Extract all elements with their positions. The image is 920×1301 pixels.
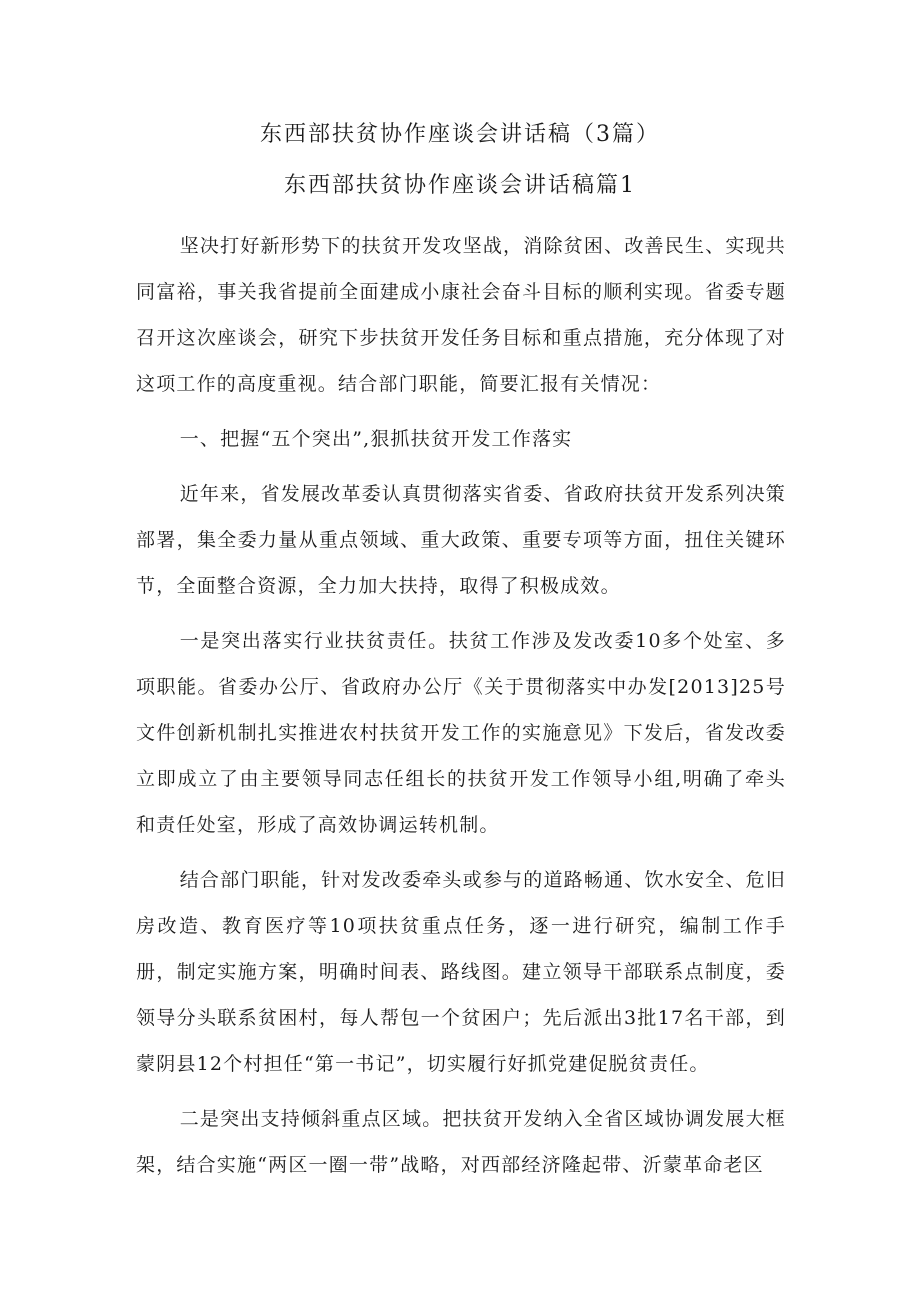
document-title: 东西部扶贫协作座谈会讲话稿（3篇） <box>260 122 660 147</box>
paragraph-overview: 近年来，省发展改革委认真贯彻落实省委、省政府扶贫开发系列决策部署，集全委力量从重点领域、重大政策、重要专项等方面，扭住关键环节，全面整合资源，全力加大扶持，取得了积极成效。 <box>136 483 786 597</box>
section-heading-1: 一、把握“五个突出”,狠抓扶贫开发工作落实 <box>179 428 573 450</box>
paragraph-intro: 坚决打好新形势下的扶贫开发攻坚战，消除贫困、改善民生、实现共同富裕，事关我省提前全面建成小康社会奋斗目标的顺利实现。省委专题召开这次座谈会，研究下步扶贫开发任务目标和重点措施，充分体现了对这项工作的高度重视。结合部门职能，简要汇报有关情况： <box>136 235 786 395</box>
document-subtitle: 东西部扶贫协作座谈会讲话稿篇1 <box>284 173 636 198</box>
paragraph-point-2: 二是突出支持倾斜重点区域。把扶贫开发纳入全省区域协调发展大框架，结合实施“两区一圈一带”战略，对西部经济隆起带、沂蒙革命老区 <box>136 1108 786 1176</box>
paragraph-point-1: 一是突出落实行业扶贫责任。扶贫工作涉及发改委10多个处室、多项职能。省委办公厅、省政府办公厅《关于贯彻落实中办发[2013]25号文件创新机制扎实推进农村扶贫开发工作的实施意见》下发后，省发改委立即成立了由主要领导同志任组长的扶贫开发工作领导小组,明确了牵头和责任处室，形成了高效协调运转机制。 <box>136 630 786 836</box>
paragraph-tasks: 结合部门职能，针对发改委牵头或参与的道路畅通、饮水安全、危旧房改造、教育医疗等10项扶贫重点任务，逐一进行研究，编制工作手册，制定实施方案，明确时间表、路线图。建立领导干部联系点制度，委领导分头联系贫困村，每人帮包一个贫困户；先后派出3批17名干部，到蒙阴县12个村担任“第一书记”，切实履行好抓党建促脱贫责任。 <box>136 869 786 1075</box>
document-body <box>136 223 786 1188</box>
